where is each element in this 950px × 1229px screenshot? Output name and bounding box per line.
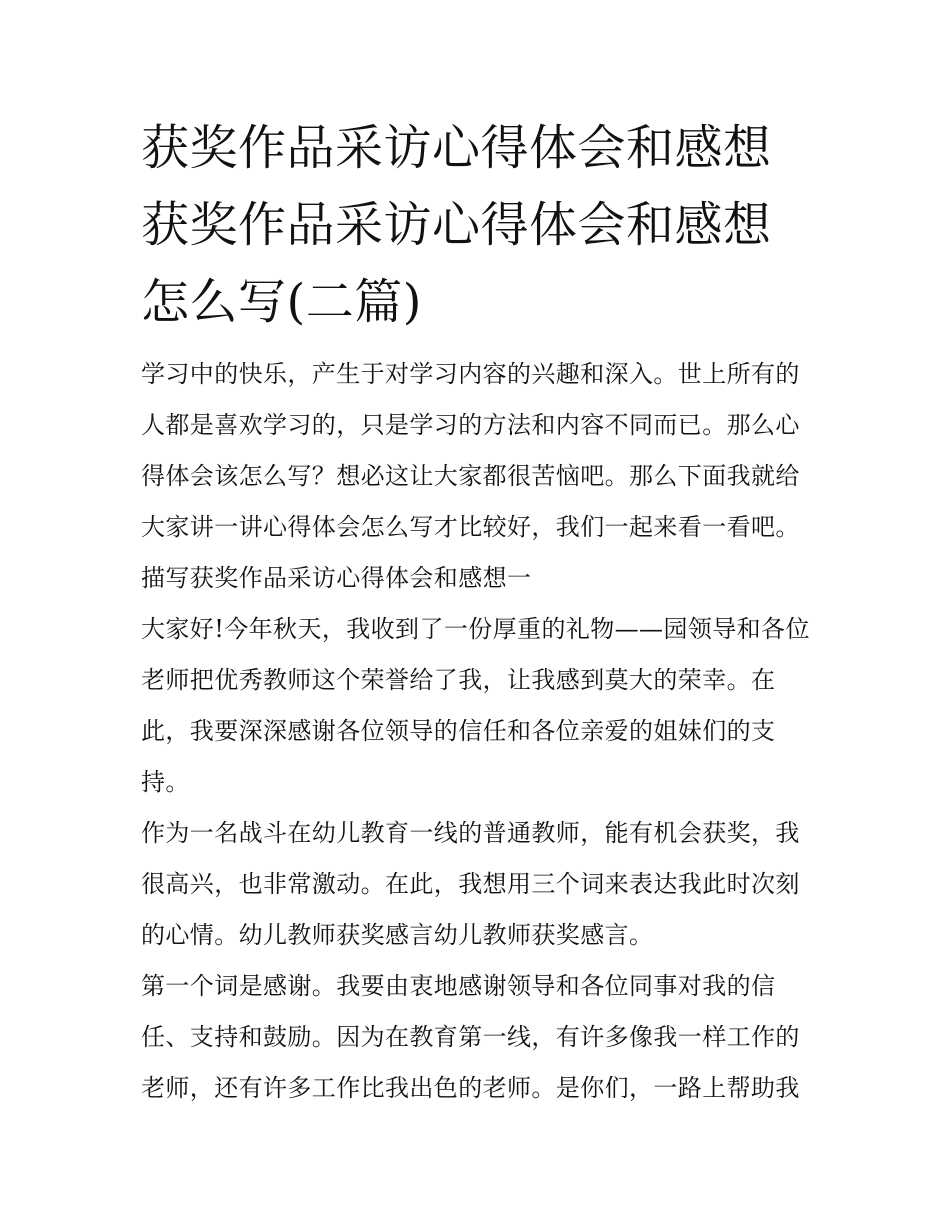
section-heading: 描写获奖作品采访心得体会和感想一 bbox=[141, 564, 532, 592]
paragraph-intro: 学习中的快乐，产生于对学习内容的兴趣和深入。世上所有的人都是喜欢学习的，只是学习的方法和内容不同而已。那么心得体会该怎么写？想必这让大家都很苦恼吧。那么下面我就给大家讲一讲心得体会怎么写才比较好，我们一起来看一看吧。 bbox=[141, 360, 800, 541]
document-page bbox=[141, 110, 816, 1114]
paragraph-thanks: 第一个词是感谢。我要由衷地感谢领导和各位同事对我的信任、支持和鼓励。因为在教育第一线，有许多像我一样工作的老师，还有许多工作比我出色的老师。是你们，一路上帮助我 bbox=[141, 972, 800, 1102]
document-body bbox=[141, 349, 816, 1114]
paragraph-feelings: 作为一名战斗在幼儿教育一线的普通教师，能有机会获奖，我很高兴，也非常激动。在此，我想用三个词来表达我此时次刻的心情。幼儿教师获奖感言幼儿教师获奖感言。 bbox=[141, 819, 800, 949]
document-title: 获奖作品采访心得体会和感想获奖作品采访心得体会和感想怎么写(二篇) bbox=[141, 120, 772, 330]
paragraph-greeting: 大家好!今年秋天，我收到了一份厚重的礼物——园领导和各位老师把优秀教师这个荣誉给了我，让我感到莫大的荣幸。在此，我要深深感谢各位领导的信任和各位亲爱的姐妹们的支持。 bbox=[141, 615, 810, 796]
